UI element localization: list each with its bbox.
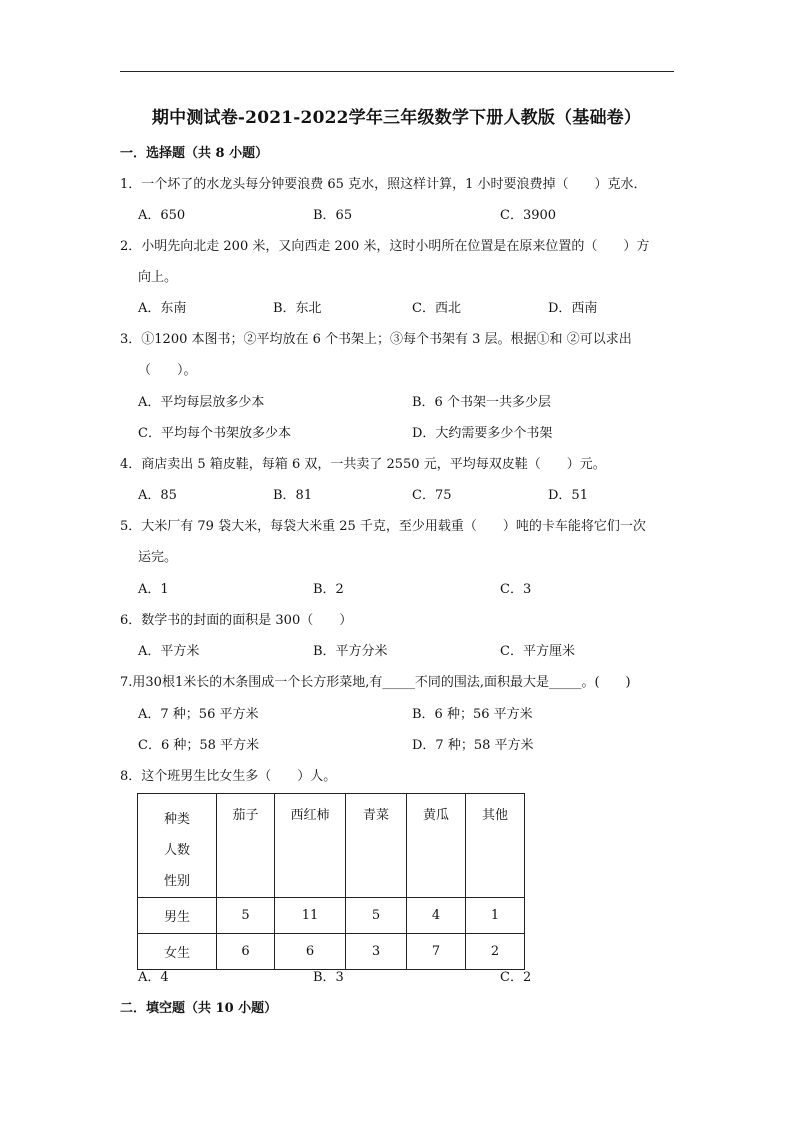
section-heading-choice: 一．选择题（共 8 小题）	[120, 146, 269, 161]
q8-option-c[interactable]: C．2	[500, 970, 532, 985]
question-3-line-2: （ ）。	[138, 363, 197, 378]
table-cell: 2	[466, 934, 525, 970]
table-header-row	[138, 794, 525, 898]
table-cell: 3	[346, 934, 407, 970]
q4-option-a[interactable]: A．85	[138, 488, 177, 503]
question-1: 1．一个坏了的水龙头每分钟要浪费 65 克水，照这样计算，1 小时要浪费掉（ ）克水．	[120, 177, 647, 192]
q5-option-b[interactable]: B．2	[313, 582, 344, 597]
question-3-line-1: 3．①1200 本图书；②平均放在 6 个书架上；③每个书架有 3 层。根据①和 ②可以求出	[120, 332, 632, 347]
table-header-cell: 黄瓜	[407, 794, 466, 898]
q6-option-b[interactable]: B．平方分米	[313, 644, 388, 659]
q4-option-b[interactable]: B．81	[273, 488, 313, 503]
table-cell: 6	[275, 934, 346, 970]
question-2-line-2: 向上。	[138, 270, 178, 285]
row-label-girls: 女生	[138, 934, 217, 970]
table-cell: 5	[217, 898, 275, 934]
table-cell: 5	[346, 898, 407, 934]
q8-option-a[interactable]: A．4	[138, 970, 169, 985]
question-7: 7.用30根1米长的木条围成一个长方形菜地,有_____不同的围法,面积最大是_____。( )	[120, 675, 631, 690]
table-header-cell: 其他	[466, 794, 525, 898]
table-header-cell: 茄子	[217, 794, 275, 898]
q7-option-b[interactable]: B．6 种；56 平方米	[412, 707, 533, 722]
q2-option-c[interactable]: C．西北	[412, 301, 461, 316]
page-title: 期中测试卷-2021-2022学年三年级数学下册人教版（基础卷）	[151, 108, 642, 128]
table-row	[138, 934, 525, 970]
q1-option-c[interactable]: C．3900	[500, 208, 557, 223]
question-2-line-1: 2．小明先向北走 200 米，又向西走 200 米，这时小明所在位置是在原来位置的（ ）方	[120, 239, 650, 254]
q5-option-a[interactable]: A．1	[138, 582, 169, 597]
table-row	[138, 898, 525, 934]
question-5-line-2: 运完。	[138, 550, 178, 565]
table-header-cell: 西红柿	[275, 794, 346, 898]
question-4: 4．商店卖出 5 箱皮鞋，每箱 6 双，一共卖了 2550 元，平均每双皮鞋（ ）元。	[120, 457, 606, 472]
table-header-cell: 青菜	[346, 794, 407, 898]
section-heading-fill-in: 二．填空题（共 10 小题）	[120, 1001, 278, 1016]
table-corner-cell	[138, 794, 217, 898]
row-label-boys: 男生	[138, 898, 217, 934]
q2-option-b[interactable]: B．东北	[273, 301, 322, 316]
survey-table	[137, 793, 525, 970]
table-cell: 11	[275, 898, 346, 934]
q3-option-b[interactable]: B．6 个书架一共多少层	[412, 395, 551, 410]
q3-option-c[interactable]: C．平均每个书架放多少本	[138, 426, 291, 441]
q4-option-d[interactable]: D．51	[548, 488, 588, 503]
table-cell: 7	[407, 934, 466, 970]
q6-option-a[interactable]: A．平方米	[138, 644, 200, 659]
table-cell: 1	[466, 898, 525, 934]
corner-label-category: 种类	[163, 812, 190, 827]
q1-option-a[interactable]: A．650	[138, 208, 186, 223]
q5-option-c[interactable]: C．3	[500, 582, 532, 597]
q4-option-c[interactable]: C．75	[412, 488, 452, 503]
q3-option-a[interactable]: A．平均每层放多少本	[138, 395, 265, 410]
question-5-line-1: 5．大米厂有 79 袋大米，每袋大米重 25 千克，至少用载重（ ）吨的卡车能将它们一次	[120, 519, 646, 534]
corner-label-count: 人数	[163, 843, 190, 858]
q8-option-b[interactable]: B．3	[313, 970, 344, 985]
q7-option-a[interactable]: A．7 种；56 平方米	[138, 707, 259, 722]
corner-label-gender: 性别	[163, 874, 190, 889]
table-cell: 6	[217, 934, 275, 970]
q7-option-d[interactable]: D．7 种；58 平方米	[412, 738, 534, 753]
q1-option-b[interactable]: B．65	[313, 208, 353, 223]
q2-option-a[interactable]: A．东南	[138, 301, 187, 316]
header-rule	[120, 71, 674, 72]
q7-option-c[interactable]: C．6 种；58 平方米	[138, 738, 260, 753]
table-cell: 4	[407, 898, 466, 934]
question-8: 8．这个班男生比女生多（ ）人。	[120, 769, 337, 784]
q6-option-c[interactable]: C．平方厘米	[500, 644, 575, 659]
q3-option-d[interactable]: D．大约需要多少个书架	[412, 426, 553, 441]
q2-option-d[interactable]: D．西南	[548, 301, 598, 316]
question-6: 6．数学书的封面的面积是 300（ ）	[120, 613, 353, 628]
